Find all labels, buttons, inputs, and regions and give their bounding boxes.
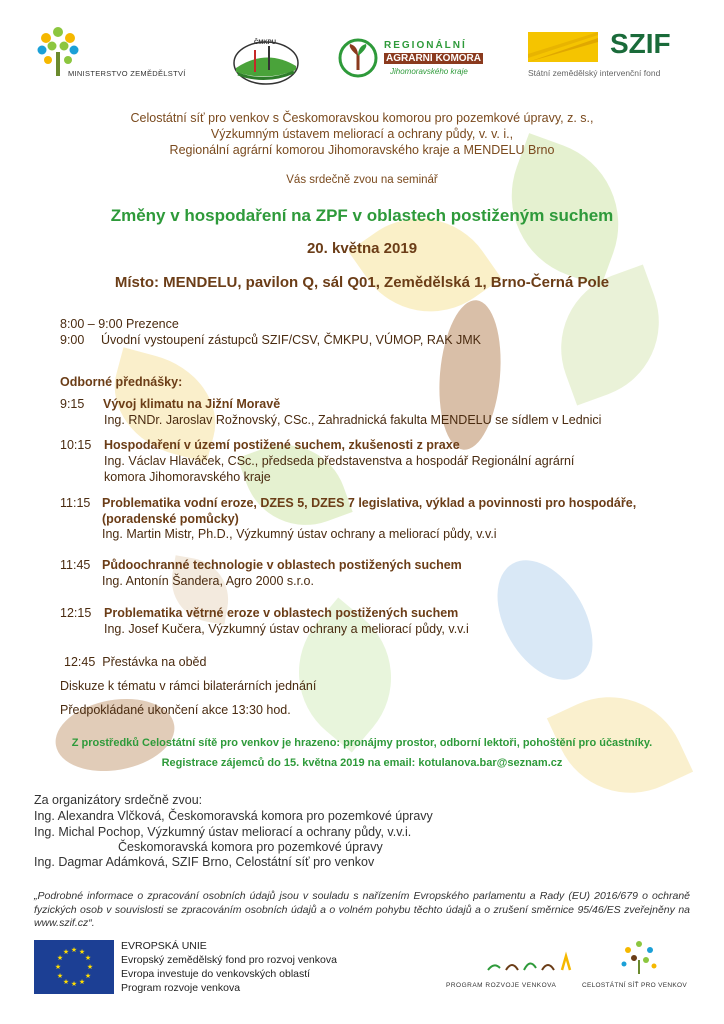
svg-text:★: ★ xyxy=(54,963,62,971)
schedule-end: Předpokládané ukončení akce 13:30 hod. xyxy=(60,703,291,717)
rak-line2: AGRÁRNÍ KOMORA xyxy=(386,53,481,64)
svg-text:★: ★ xyxy=(84,972,92,980)
talk-title: Vývoj klimatu na Jižní Moravě xyxy=(103,397,281,411)
svg-text:★: ★ xyxy=(62,978,70,986)
prv-sprouts-icon xyxy=(486,950,576,974)
mze-label: MINISTERSTVO ZEMĚDĚLSTVÍ xyxy=(68,69,186,78)
talk-time: 10:15 xyxy=(60,438,92,452)
organizers-heading: Za organizátory srdečně zvou: xyxy=(34,793,203,807)
talk-speaker: Ing. RNDr. Jaroslav Rožnovský, CSc., Zahradnická fakulta MENDELU se sídlem v Lednici xyxy=(104,413,602,427)
logo-prv xyxy=(446,950,576,995)
talk-time: 9:15 xyxy=(60,397,85,411)
prv-label: PROGRAM ROZVOJE VENKOVA xyxy=(446,982,557,989)
schedule-break: 12:45 Přestávka na oběd xyxy=(64,655,207,669)
talk-time: 11:45 xyxy=(60,558,91,572)
logo-szif xyxy=(528,28,698,82)
cmkpu-label: ČMKPU xyxy=(254,40,276,46)
funding-note: Z prostředků Celostátní sítě pro venkov je hrazeno: pronájmy prostor, odborní lektoři, pohoštění pro účastníky. xyxy=(71,737,653,749)
talk-title: Půdoochranné technologie v oblastech postižených suchem xyxy=(102,558,462,572)
leaf-decor xyxy=(268,598,423,753)
szif-field-icon xyxy=(528,32,598,62)
talk-speaker: Ing. Antonín Šandera, Agro 2000 s.r.o. xyxy=(102,574,314,588)
schedule-discussion: Diskuze k tématu v rámci bilaterárních jednání xyxy=(60,679,317,693)
talk-title: Hospodaření v území postižené suchem, zkušenosti z praxe xyxy=(104,438,460,452)
talk-speaker: Ing. Václav Hlaváček, CSc., předseda představenstva a hospodář Regionální agrární xyxy=(104,454,575,468)
svg-text:★: ★ xyxy=(70,946,78,954)
eu-stars-icon xyxy=(34,940,114,994)
logo-rak xyxy=(338,38,498,88)
intro-line: Výzkumným ústavem meliorací a ochrany půdy, v. v. i., xyxy=(210,127,514,141)
talk-time: 12:15 xyxy=(60,606,92,620)
talk-speaker: Ing. Martin Mistr, Ph.D., Výzkumný ústav ochrany a meliorací půdy, v.v.i xyxy=(102,527,497,541)
logo-csv xyxy=(582,938,692,993)
svg-text:★: ★ xyxy=(62,948,70,956)
csv-network-icon xyxy=(614,938,664,974)
svg-text:★: ★ xyxy=(86,963,94,971)
organizer-line: Ing. Michal Pochop, Výzkumný ústav meliorací a ochrany půdy, v.v.i. xyxy=(34,825,412,839)
svg-text:★: ★ xyxy=(70,980,78,988)
seminar-date: 20. května 2019 xyxy=(306,240,418,257)
talk-title: Problematika vodní eroze, DZES 5, DZES 7 legislativa, výklad a povinnosti pro hospodáře, xyxy=(102,496,637,510)
intro-line: Celostátní síť pro venkov s Českomoravskou komorou pro pozemkové úpravy, z. s., xyxy=(130,111,594,125)
schedule-item: 8:00 – 9:00 Prezence xyxy=(60,317,179,331)
talk-title: (poradenské pomůcky) xyxy=(102,512,239,526)
eu-line: Evropa investuje do venkovských oblastí xyxy=(121,968,311,980)
rak-line1: REGIONÁLNÍ xyxy=(384,40,467,51)
talk-speaker: komora Jihomoravského kraje xyxy=(104,470,271,484)
csv-label: CELOSTÁTNÍ SÍŤ PRO VENKOV xyxy=(582,982,688,989)
talk-speaker: Ing. Josef Kučera, Výzkumný ústav ochrany a meliorací půdy, v.v.i xyxy=(104,622,469,636)
eu-line: EVROPSKÁ UNIE xyxy=(121,940,207,952)
intro-line: Regionální agrární komorou Jihomoravského kraje a MENDELU Brno xyxy=(169,143,555,157)
svg-text:★: ★ xyxy=(78,948,86,956)
eu-flag xyxy=(34,940,114,994)
szif-subtitle: Státní zemědělský intervenční fond xyxy=(528,68,661,78)
schedule-time: 9:00 xyxy=(60,333,85,347)
organizer-line: Českomoravská komora pro pozemkové úpravy xyxy=(118,840,383,854)
svg-text:★: ★ xyxy=(78,978,86,986)
leaf-decor xyxy=(478,544,612,697)
schedule-item: Úvodní vystoupení zástupců SZIF/CSV, ČMKPU, VÚMOP, RAK JMK xyxy=(101,333,481,347)
organizer-line: Ing. Alexandra Vlčková, Českomoravská komora pro pozemkové úpravy xyxy=(34,809,433,823)
rak-line3: Jihomoravského kraje xyxy=(390,67,468,76)
svg-text:★: ★ xyxy=(84,954,92,962)
seminar-title: Změny v hospodaření na ZPF v oblastech postiženým suchem xyxy=(110,206,614,225)
section-heading: Odborné přednášky: xyxy=(60,375,183,389)
organizer-line: Ing. Dagmar Adámková, SZIF Brno, Celostátní síť pro venkov xyxy=(34,855,375,869)
logo-cmkpu xyxy=(232,36,300,86)
svg-text:★: ★ xyxy=(56,954,64,962)
talk-time: 11:15 xyxy=(60,496,91,510)
seminar-place: Místo: MENDELU, pavilon Q, sál Q01, Zemědělská 1, Brno-Černá Pole xyxy=(114,274,610,291)
leaf-decor xyxy=(434,298,507,453)
invite-line: Vás srdečně zvou na seminář xyxy=(286,174,438,186)
gdpr-note: „Podrobné informace o zpracování osobních údajů jsou v souladu s nařízením Evropského parlamentu a Rady (EU) 2016/679 o ochraně fyzických osob v souvislosti se zpracováním osobních údajů a o volném pohybu těchto údajů a o zrušení směrnice 95/46/ES zveřejněny na www.szif.cz“. xyxy=(34,890,690,929)
svg-text:★: ★ xyxy=(56,972,64,980)
szif-name: SZIF xyxy=(610,28,671,59)
rak-emblem-icon xyxy=(338,38,378,78)
registration-note: Registrace zájemců do 15. května 2019 na email: kotulanova.bar@seznam.cz xyxy=(161,757,563,769)
eu-line: Evropský zemědělský fond pro rozvoj venkova xyxy=(121,954,337,966)
logo-mze xyxy=(34,22,194,82)
eu-line: Program rozvoje venkova xyxy=(121,982,241,994)
talk-title: Problematika větrné eroze v oblastech postižených suchem xyxy=(104,606,459,620)
